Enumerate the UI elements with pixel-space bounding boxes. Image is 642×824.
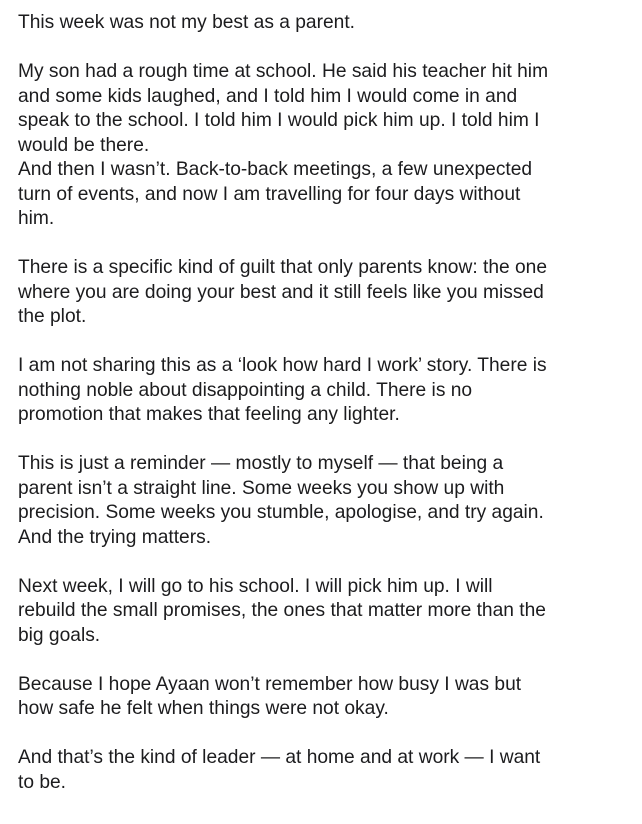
text-line: him. <box>18 208 55 229</box>
text-line: Next week, I will go to his school. I will pick him up. I will <box>18 575 493 597</box>
paragraph-3 <box>18 256 624 330</box>
paragraph-7 <box>18 673 624 722</box>
text-line: My son had a rough time at school. He said his teacher hit him <box>18 61 549 82</box>
text-line: And that’s the kind of leader — at home and at work — I want <box>18 747 541 768</box>
text-line: precision. Some weeks you stumble, apologise, and try again. <box>18 502 544 523</box>
paragraph-8 <box>18 746 624 795</box>
text-line: promotion that makes that feeling any lighter. <box>18 404 400 425</box>
text-line: big goals. <box>18 624 101 646</box>
text-line: There is a specific kind of guilt that only parents know: the one <box>18 257 548 278</box>
text-line: nothing noble about disappointing a child. There is no <box>18 379 473 401</box>
text-line: speak to the school. I told him I would pick him up. I told him I <box>18 110 540 131</box>
text-line: rebuild the small promises, the ones that matter more than the <box>18 600 546 621</box>
text-line: This week was not my best as a parent. <box>18 12 355 33</box>
text-line: how safe he felt when things were not okay. <box>18 698 389 719</box>
text-line: I am not sharing this as a ‘look how hard I work’ story. There is <box>18 355 547 376</box>
paragraph-1 <box>18 11 624 36</box>
paragraph-5 <box>18 452 624 550</box>
text-line: to be. <box>18 771 67 793</box>
text-line: This is just a reminder — mostly to myself — that being a <box>18 453 504 474</box>
paragraph-4 <box>18 354 624 428</box>
text-line: the plot. <box>18 306 87 327</box>
text-line: Because I hope Ayaan won’t remember how busy I was but <box>18 673 522 695</box>
text-line: parent isn’t a straight line. Some weeks you show up with <box>18 477 505 499</box>
paragraph-6 <box>18 575 624 649</box>
text-line: and some kids laughed, and I told him I would come in and <box>18 85 518 107</box>
text-line: And the trying matters. <box>18 526 212 548</box>
text-line: And then I wasn’t. Back-to-back meetings, a few unexpected <box>18 159 533 180</box>
paragraph-2 <box>18 60 624 232</box>
text-line: would be there. <box>18 134 150 156</box>
text-line: turn of events, and now I am travelling for four days without <box>18 183 521 205</box>
text-line: where you are doing your best and it still feels like you missed <box>18 281 544 303</box>
